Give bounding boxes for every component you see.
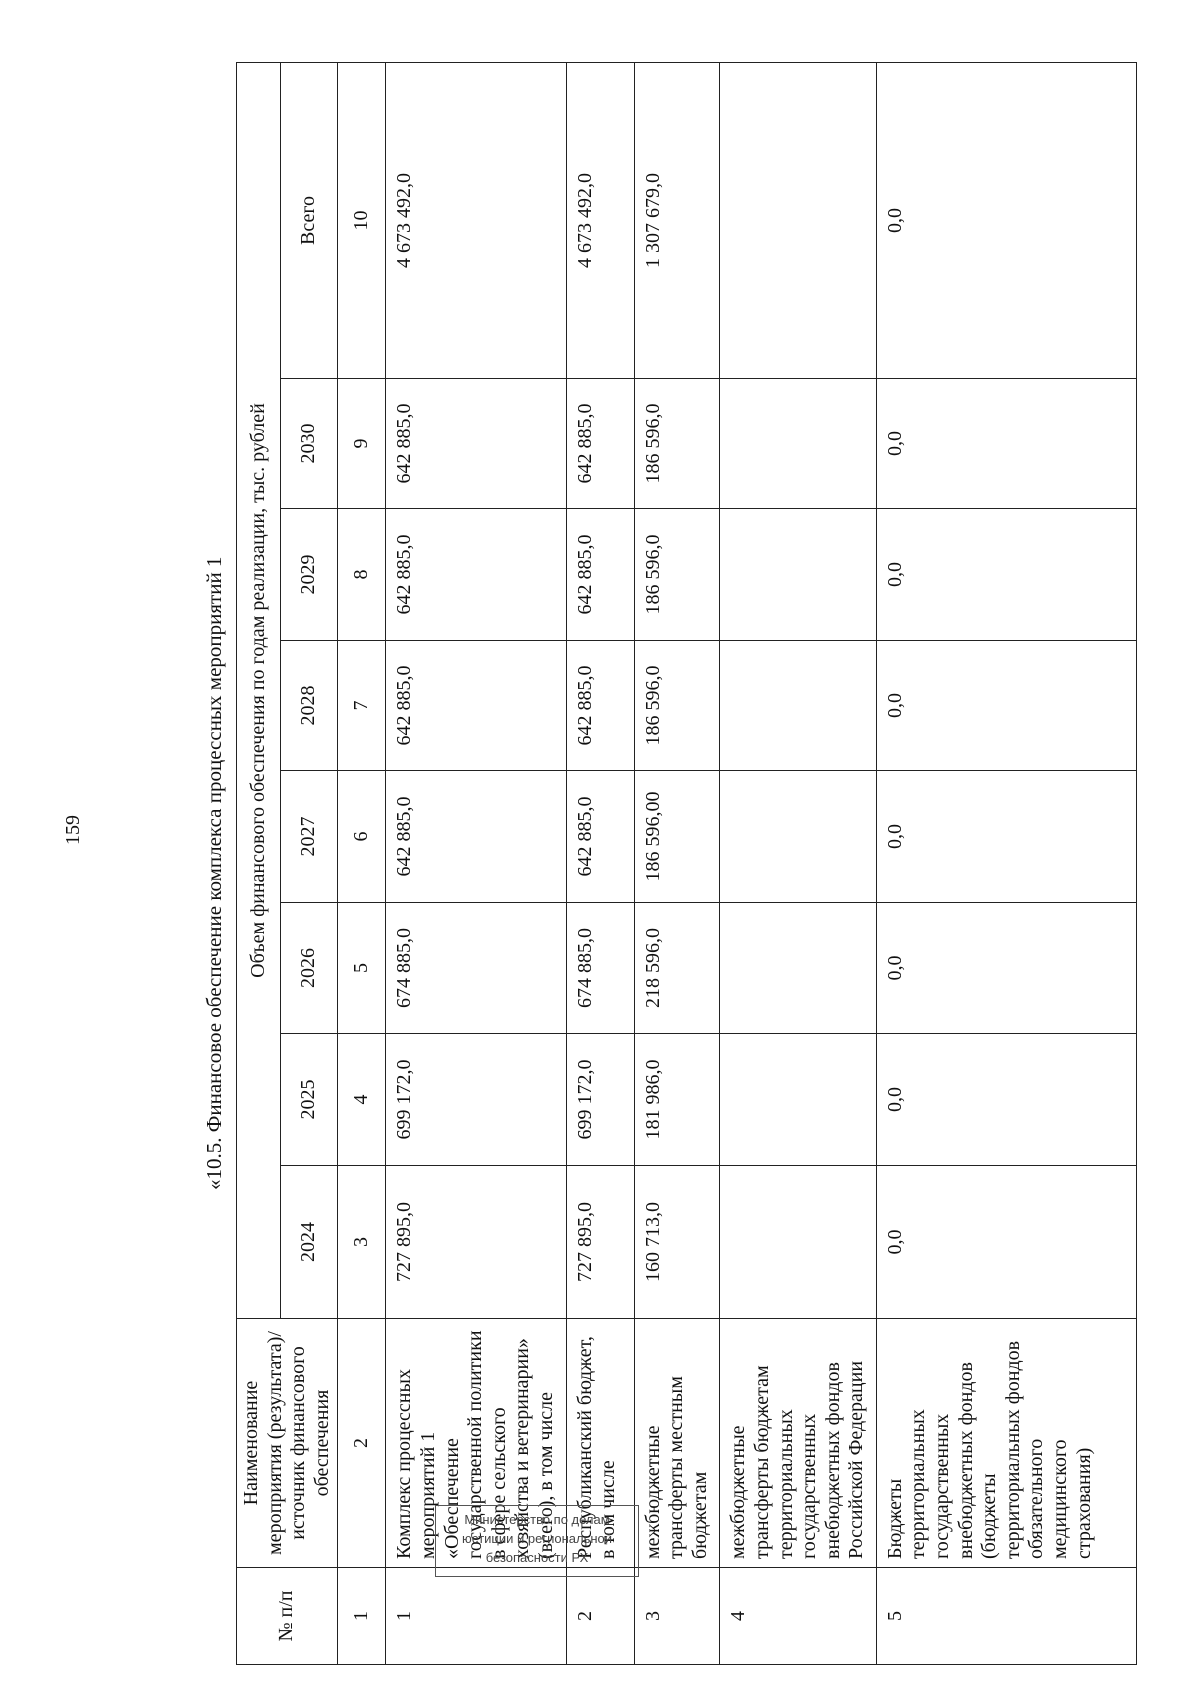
row-value: 699 172,0: [386, 1034, 566, 1166]
row-total: 4 673 492,0: [386, 62, 566, 378]
index-cell: 10: [338, 62, 386, 378]
header-year: 2029: [280, 509, 338, 641]
index-cell: 9: [338, 379, 386, 509]
row-value: [720, 641, 877, 771]
row-value: 674 885,0: [386, 903, 566, 1034]
header-num: № п/п: [237, 1568, 338, 1665]
row-value: 642 885,0: [566, 771, 634, 903]
row-num: 4: [720, 1568, 877, 1665]
row-value: 181 986,0: [634, 1034, 720, 1166]
row-value: 0,0: [876, 1034, 1136, 1166]
row-value: [720, 1166, 877, 1319]
row-value: 642 885,0: [386, 771, 566, 903]
table-row: [634, 62, 720, 1664]
row-num: 2: [566, 1568, 634, 1665]
document-title: «10.5. Финансовое обеспечение комплекса процессных мероприятий 1: [202, 556, 226, 1190]
header-row-1: [237, 62, 281, 1664]
row-value: 642 885,0: [566, 509, 634, 641]
row-value: 642 885,0: [386, 379, 566, 509]
index-cell: 1: [338, 1568, 386, 1665]
header-name: Наименование мероприятия (результата)/источник финансового обеспечения: [237, 1319, 338, 1568]
index-cell: 2: [338, 1319, 386, 1568]
row-value: 186 596,0: [634, 379, 720, 509]
index-cell: 6: [338, 771, 386, 903]
row-value: 642 885,0: [386, 641, 566, 771]
row-value: 642 885,0: [386, 509, 566, 641]
row-total: 1 307 679,0: [634, 62, 720, 378]
page-number: 159: [62, 815, 84, 845]
row-name: межбюджетные трансферты местным бюджетам: [634, 1319, 720, 1568]
row-total: 0,0: [876, 62, 1136, 378]
index-cell: 7: [338, 641, 386, 771]
row-num: 3: [634, 1568, 720, 1665]
row-total: [720, 62, 877, 378]
header-year: 2025: [280, 1034, 338, 1166]
row-value: [720, 1034, 877, 1166]
header-year: 2030: [280, 379, 338, 509]
stamp-line: безопасности РХ: [485, 1550, 589, 1565]
financing-table: [236, 62, 1137, 1665]
row-num: 5: [876, 1568, 1136, 1665]
index-cell: 4: [338, 1034, 386, 1166]
row-value: [720, 771, 877, 903]
index-row: [338, 62, 386, 1664]
row-total: 4 673 492,0: [566, 62, 634, 378]
header-year: 2027: [280, 771, 338, 903]
stamp-line: юстиции и региональной: [461, 1531, 613, 1546]
header-year: 2028: [280, 641, 338, 771]
index-cell: 5: [338, 903, 386, 1034]
row-value: 674 885,0: [566, 903, 634, 1034]
row-value: 218 596,0: [634, 903, 720, 1034]
row-value: 0,0: [876, 641, 1136, 771]
table-row: [720, 62, 877, 1664]
row-value: 727 895,0: [386, 1166, 566, 1319]
row-value: 727 895,0: [566, 1166, 634, 1319]
header-year: 2026: [280, 903, 338, 1034]
row-name: Комплекс процессных мероприятий 1 «Обеспечение государственной политики в сфере сельского хозяйства и ветеринарии» (всего), в том числе: [386, 1319, 566, 1568]
table-row: [386, 62, 566, 1664]
row-value: [720, 903, 877, 1034]
table-row: [876, 62, 1136, 1664]
row-value: 642 885,0: [566, 641, 634, 771]
financing-table-wrapper: [236, 63, 1106, 1665]
row-name: межбюджетные трансферты бюджетам территориальных государственных внебюджетных фондов Российской Федерации: [720, 1319, 877, 1568]
row-name: Республиканский бюджет, в том числе: [566, 1319, 634, 1568]
row-name: Бюджеты территориальных государственных внебюджетных фондов (бюджеты территориальных фондов обязательного медицинского страхования): [876, 1319, 1136, 1568]
row-value: 160 713,0: [634, 1166, 720, 1319]
row-value: 0,0: [876, 509, 1136, 641]
stamp-line: Министерство по делам: [464, 1512, 610, 1527]
header-total: Всего: [280, 62, 338, 378]
row-value: 0,0: [876, 379, 1136, 509]
row-value: [720, 379, 877, 509]
index-cell: 8: [338, 509, 386, 641]
row-value: 186 596,0: [634, 509, 720, 641]
row-value: 0,0: [876, 1166, 1136, 1319]
row-num: 1: [386, 1568, 566, 1665]
index-cell: 3: [338, 1166, 386, 1319]
table-row: [566, 62, 634, 1664]
ministry-stamp: [435, 1505, 639, 1577]
row-value: 699 172,0: [566, 1034, 634, 1166]
header-volume-group: Объем финансового обеспечения по годам реализации, тыс. рублей: [237, 62, 281, 1318]
row-value: 0,0: [876, 771, 1136, 903]
row-value: 186 596,0: [634, 641, 720, 771]
row-value: 186 596,00: [634, 771, 720, 903]
row-value: 0,0: [876, 903, 1136, 1034]
row-value: [720, 509, 877, 641]
header-year: 2024: [280, 1166, 338, 1319]
row-value: 642 885,0: [566, 379, 634, 509]
